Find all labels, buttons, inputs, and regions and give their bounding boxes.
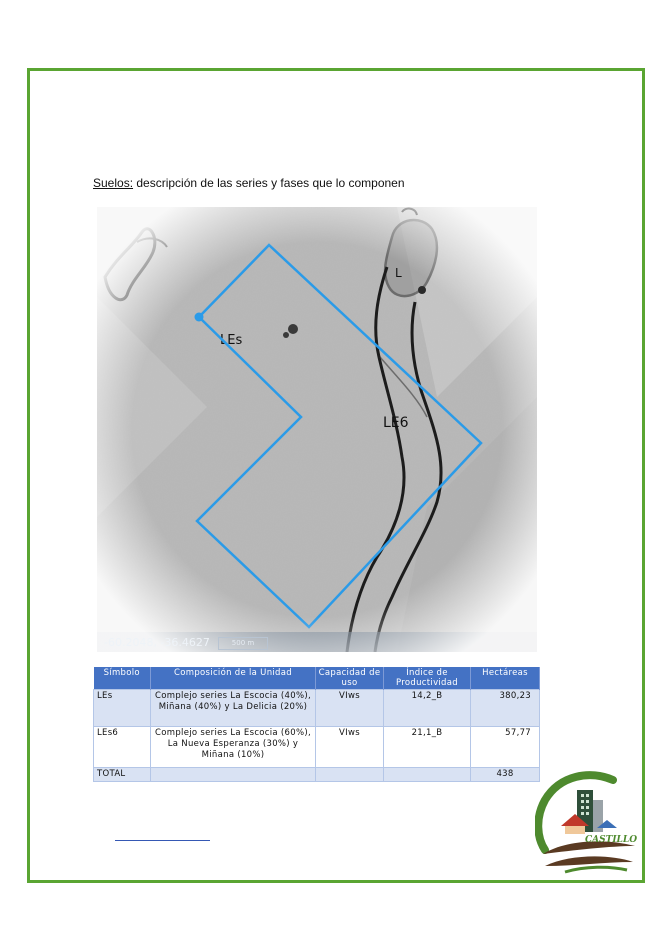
cell-capacidad: VIws xyxy=(316,727,384,768)
cell-simbolo: LEs xyxy=(94,690,151,727)
header-indice: Índice de Productividad xyxy=(384,667,471,690)
cell-empty xyxy=(151,768,316,782)
cell-total-label: TOTAL xyxy=(94,768,151,782)
header-simbolo: Símbolo xyxy=(94,667,151,690)
header-composicion: Composición de la Unidad xyxy=(151,667,316,690)
cell-composicion: Complejo series La Escocia (40%), Miñana (40%) y La Delicia (20%) xyxy=(151,690,316,727)
table-header-row xyxy=(94,667,540,690)
cell-empty xyxy=(384,768,471,782)
cell-indice: 14,2_B xyxy=(384,690,471,727)
heading-text: descripción de las series y fases que lo componen xyxy=(133,176,405,190)
section-heading xyxy=(93,176,405,190)
cell-empty xyxy=(316,768,384,782)
cell-hectareas: 57,77 xyxy=(471,727,540,768)
header-hectareas: Hectáreas xyxy=(471,667,540,690)
cell-indice: 21,1_B xyxy=(384,727,471,768)
soil-map-image xyxy=(97,207,537,652)
table-row xyxy=(94,690,540,727)
heading-underlined: Suelos: xyxy=(93,176,134,190)
castillo-logo xyxy=(535,770,640,880)
cell-total-value: 438 xyxy=(471,768,540,782)
soils-table xyxy=(93,667,540,782)
cell-hectareas: 380,23 xyxy=(471,690,540,727)
castillo-logo-icon xyxy=(535,770,640,880)
map-scale-bar: 500 m xyxy=(218,637,268,650)
table-total-row xyxy=(94,768,540,782)
soil-map xyxy=(97,207,537,652)
cell-simbolo: LEs6 xyxy=(94,727,151,768)
cell-capacidad: VIws xyxy=(316,690,384,727)
cell-composicion: Complejo series La Escocia (60%), La Nueva Esperanza (30%) y Miñana (10%) xyxy=(151,727,316,768)
header-capacidad: Capacidad de uso xyxy=(316,667,384,690)
table-row xyxy=(94,727,540,768)
map-coordinates: -60.2048, -36.4627 xyxy=(104,636,210,649)
logo-text: CASTILLO xyxy=(585,835,638,845)
footnote-separator xyxy=(115,840,210,841)
